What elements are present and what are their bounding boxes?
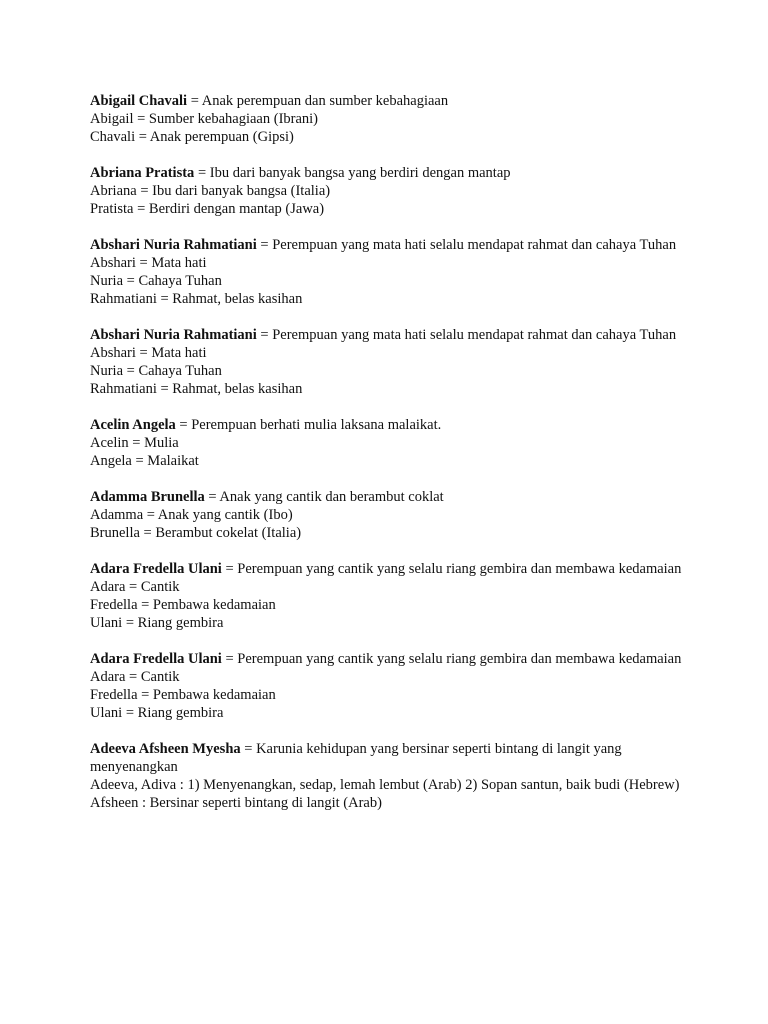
entry-heading (90, 740, 682, 776)
entry-heading (90, 236, 682, 254)
entry-name: Adara Fredella Ulani (90, 651, 222, 667)
entry-heading (90, 488, 682, 506)
entry-meaning: = Perempuan yang mata hati selalu mendapat rahmat dan cahaya Tuhan (256, 237, 677, 253)
entry-heading (90, 92, 682, 110)
entry-detail-line: Ulani = Riang gembira (90, 705, 224, 721)
entry-detail-line: Adamma = Anak yang cantik (Ibo) (90, 507, 293, 523)
name-entry (90, 740, 682, 812)
entry-meaning: = Perempuan berhati mulia laksana malaikat. (175, 417, 442, 433)
entry-detail-line: Pratista = Berdiri dengan mantap (Jawa) (90, 201, 325, 217)
entry-detail-line: Abriana = Ibu dari banyak bangsa (Italia) (90, 183, 331, 199)
entry-name: Adeeva Afsheen Myesha (90, 741, 241, 757)
entry-detail-line: Abshari = Mata hati (90, 345, 207, 361)
name-entry (90, 326, 682, 398)
entry-detail-line: Adeeva, Adiva : 1) Menyenangkan, sedap, lemah lembut (Arab) 2) Sopan santun, baik budi (Hebrew) (90, 777, 680, 793)
entry-heading (90, 164, 682, 182)
entry-detail-line: Ulani = Riang gembira (90, 615, 224, 631)
entry-detail-line: Fredella = Pembawa kedamaian (90, 597, 276, 613)
entry-detail-line: Nuria = Cahaya Tuhan (90, 363, 222, 379)
entry-meaning: = Perempuan yang cantik yang selalu riang gembira dan membawa kedamaian (221, 561, 682, 577)
entry-meaning: = Anak perempuan dan sumber kebahagiaan (187, 93, 449, 109)
entry-detail-line: Acelin = Mulia (90, 435, 179, 451)
entry-meaning: = Perempuan yang mata hati selalu mendapat rahmat dan cahaya Tuhan (256, 327, 677, 343)
entry-meaning: = Karunia kehidupan yang bersinar seperti bintang di langit yang menyenangkan (90, 741, 622, 775)
entry-heading (90, 560, 682, 578)
entry-detail-line: Abigail = Sumber kebahagiaan (Ibrani) (90, 111, 319, 127)
entry-detail-line: Abshari = Mata hati (90, 255, 207, 271)
entry-heading (90, 326, 682, 344)
name-entry (90, 92, 682, 146)
entry-name: Adara Fredella Ulani (90, 561, 222, 577)
entry-detail-line: Afsheen : Bersinar seperti bintang di langit (Arab) (90, 795, 382, 811)
entry-detail-line: Angela = Malaikat (90, 453, 199, 469)
entry-meaning: = Ibu dari banyak bangsa yang berdiri dengan mantap (194, 165, 511, 181)
entry-name: Adamma Brunella (90, 489, 205, 505)
name-list (90, 92, 682, 830)
entry-heading (90, 416, 682, 434)
entry-detail-line: Brunella = Berambut cokelat (Italia) (90, 525, 302, 541)
name-entry (90, 650, 682, 722)
entry-name: Abigail Chavali (90, 93, 188, 109)
entry-meaning: = Perempuan yang cantik yang selalu riang gembira dan membawa kedamaian (221, 651, 682, 667)
entry-detail-line: Fredella = Pembawa kedamaian (90, 687, 276, 703)
name-entry (90, 416, 682, 470)
entry-name: Abshari Nuria Rahmatiani (90, 327, 257, 343)
entry-detail-line: Rahmatiani = Rahmat, belas kasihan (90, 291, 303, 307)
entry-detail-line: Chavali = Anak perempuan (Gipsi) (90, 129, 294, 145)
name-entry (90, 236, 682, 308)
entry-name: Abriana Pratista (90, 165, 195, 181)
entry-detail-line: Adara = Cantik (90, 669, 180, 685)
entry-detail-line: Nuria = Cahaya Tuhan (90, 273, 222, 289)
entry-meaning: = Anak yang cantik dan berambut coklat (204, 489, 444, 505)
entry-heading (90, 650, 682, 668)
entry-detail-line: Rahmatiani = Rahmat, belas kasihan (90, 381, 303, 397)
entry-name: Abshari Nuria Rahmatiani (90, 237, 257, 253)
name-entry (90, 164, 682, 218)
entry-detail-line: Adara = Cantik (90, 579, 180, 595)
entry-name: Acelin Angela (90, 417, 176, 433)
name-entry (90, 560, 682, 632)
name-entry (90, 488, 682, 542)
